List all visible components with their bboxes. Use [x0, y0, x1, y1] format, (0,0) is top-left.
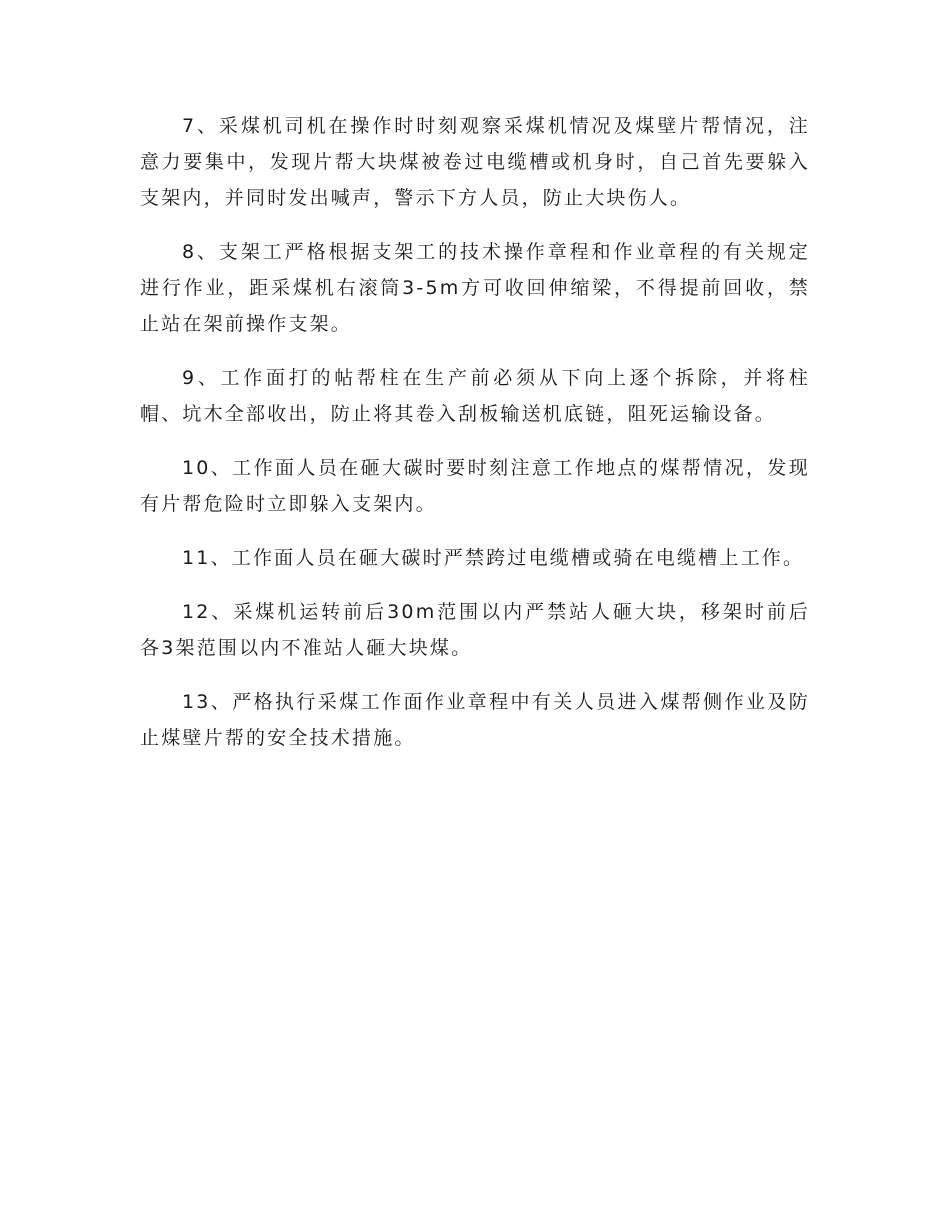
paragraph-11: 11、工作面人员在砸大碳时严禁跨过电缆槽或骑在电缆槽上工作。	[182, 547, 805, 569]
document-body	[140, 108, 810, 774]
paragraph-13: 13、严格执行采煤工作面作业章程中有关人员进入煤帮侧作业及防止煤壁片帮的安全技术措施。	[140, 691, 810, 749]
paragraph-8: 8、支架工严格根据支架工的技术操作章程和作业章程的有关规定进行作业，距采煤机右滚筒3-5m方可收回伸缩梁，不得提前回收，禁止站在架前操作支架。	[140, 241, 810, 335]
paragraph-12: 12、采煤机运转前后30m范围以内严禁站人砸大块，移架时前后各3架范围以内不准站人砸大块煤。	[140, 601, 810, 659]
paragraph-9: 9、工作面打的帖帮柱在生产前必须从下向上逐个拆除，并将柱帽、坑木全部收出，防止将其卷入刮板输送机底链，阻死运输设备。	[140, 367, 810, 425]
paragraph-10: 10、工作面人员在砸大碳时要时刻注意工作地点的煤帮情况，发现有片帮危险时立即躲入支架内。	[140, 457, 810, 515]
paragraph-7: 7、采煤机司机在操作时时刻观察采煤机情况及煤壁片帮情况，注意力要集中，发现片帮大块煤被卷过电缆槽或机身时，自己首先要躲入支架内，并同时发出喊声，警示下方人员，防止大块伤人。	[140, 115, 810, 209]
